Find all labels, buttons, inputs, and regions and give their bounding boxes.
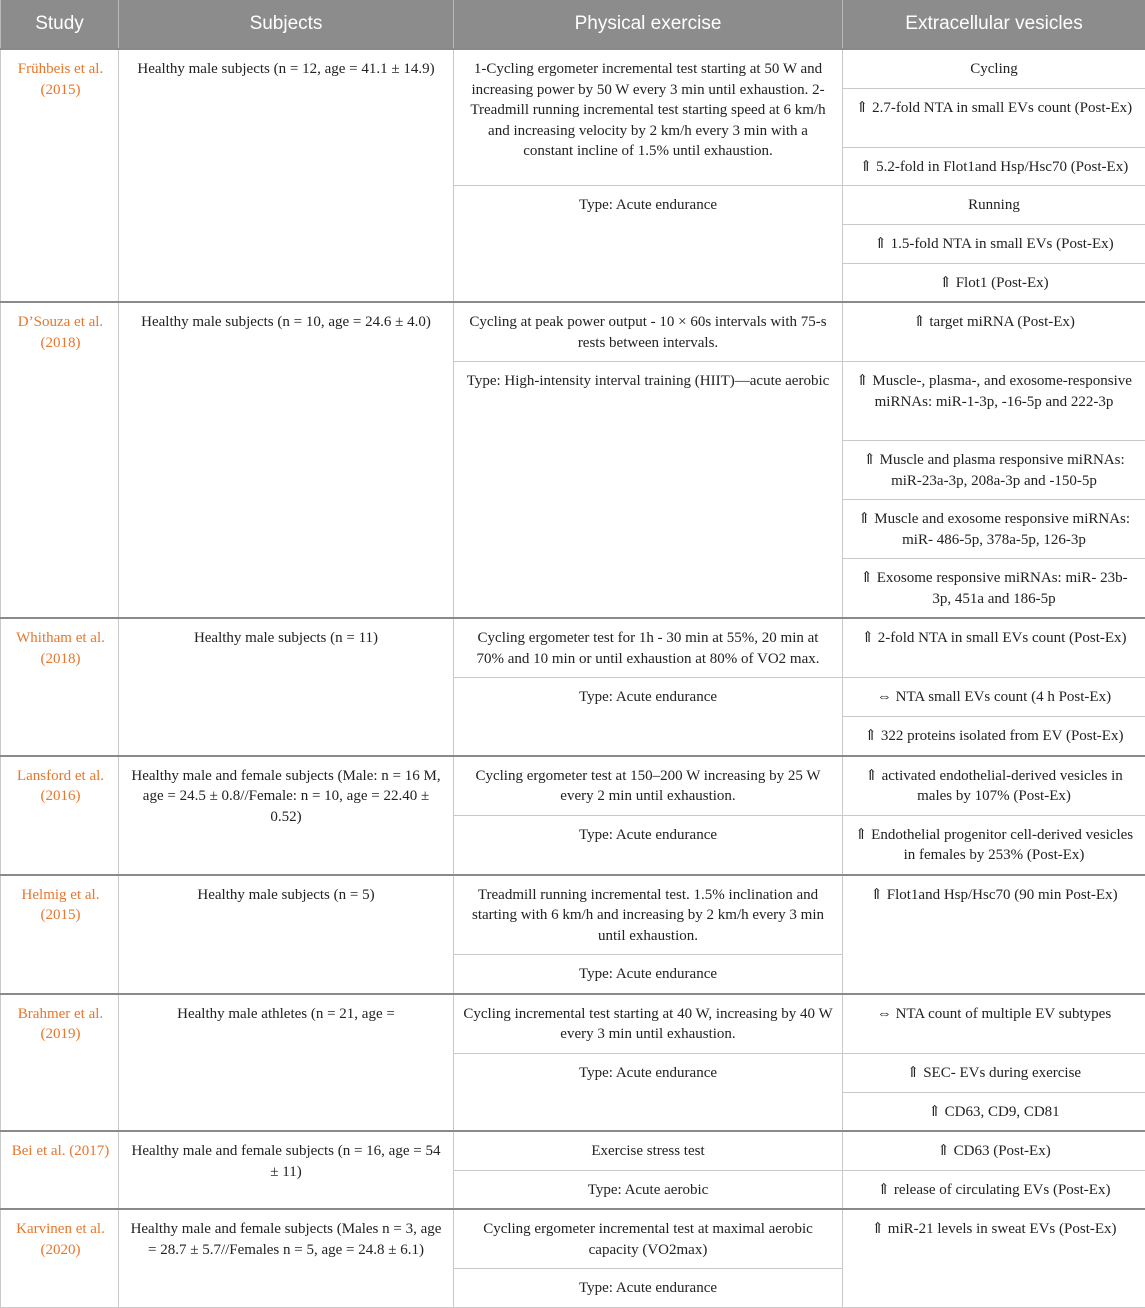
header-subjects: Subjects (119, 0, 454, 49)
ev-cell: ⇔ NTA count of multiple EV subtypes (843, 994, 1145, 1054)
header-exercise: Physical exercise (454, 0, 843, 49)
table-row (1, 994, 1145, 1054)
table-row (1, 1131, 1145, 1170)
exercise-cell: Exercise stress test (454, 1131, 843, 1170)
ev-cell: ⇑ Exosome responsive miRNAs: miR- 23b-3p, 451a and 186-5p (843, 559, 1145, 619)
exercise-type-cell: Type: Acute endurance (454, 678, 843, 756)
ev-cell: ⇑ 322 proteins isolated from EV (Post-Ex) (843, 717, 1145, 756)
ev-cell: ⇑ 2-fold NTA in small EVs count (Post-Ex) (843, 618, 1145, 678)
exercise-cell: Cycling incremental test starting at 40 W, increasing by 40 W every 3 min until exhaustion. (454, 994, 843, 1054)
ev-cell: ⇑ 1.5-fold NTA in small EVs (Post-Ex) (843, 225, 1145, 264)
exercise-type-cell: Type: High-intensity interval training (HIIT)—acute aerobic (454, 362, 843, 619)
table-row (1, 618, 1145, 678)
exercise-type-cell: Type: Acute endurance (454, 955, 843, 994)
table-row (1, 49, 1145, 88)
exercise-cell: Cycling at peak power output - 10 × 60s intervals with 75-s rests between intervals. (454, 302, 843, 362)
ev-cell: ⇑ release of circulating EVs (Post-Ex) (843, 1170, 1145, 1209)
header-row (1, 0, 1145, 49)
subjects-cell: Healthy male subjects (n = 11) (119, 618, 454, 756)
subjects-cell: Healthy male athletes (n = 21, age = (119, 994, 454, 1132)
study-cell[interactable]: Helmig et al. (2015) (1, 875, 119, 994)
exercise-type-cell: Type: Acute endurance (454, 186, 843, 303)
study-cell[interactable]: Brahmer et al. (2019) (1, 994, 119, 1132)
ev-cell: ⇑ Flot1 (Post-Ex) (843, 263, 1145, 302)
ev-cell: ⇑ activated endothelial-derived vesicles in males by 107% (Post-Ex) (843, 756, 1145, 816)
table-row (1, 756, 1145, 816)
study-cell[interactable]: Lansford et al. (2016) (1, 756, 119, 875)
table-header (1, 0, 1145, 49)
ev-cell: ⇑ Muscle and exosome responsive miRNAs: miR- 486-5p, 378a-5p, 126-3p (843, 500, 1145, 559)
subjects-cell: Healthy male subjects (n = 5) (119, 875, 454, 994)
subjects-cell: Healthy male subjects (n = 10, age = 24.6 ± 4.0) (119, 302, 454, 618)
ev-cell: ⇑ CD63, CD9, CD81 (843, 1092, 1145, 1131)
exercise-type-cell: Type: Acute aerobic (454, 1170, 843, 1209)
ev-cell: ⇑ target miRNA (Post-Ex) (843, 302, 1145, 362)
study-cell[interactable]: Bei et al. (2017) (1, 1131, 119, 1209)
header-extracellular-vesicles: Extracellular vesicles (843, 0, 1145, 49)
ev-cell: ⇑ miR-21 levels in sweat EVs (Post-Ex) (843, 1209, 1145, 1307)
header-study: Study (1, 0, 119, 49)
ev-cell: ⇑ SEC- EVs during exercise (843, 1053, 1145, 1092)
exercise-type-cell: Type: Acute endurance (454, 815, 843, 875)
exercise-cell: Cycling ergometer test for 1h - 30 min at 55%, 20 min at 70% and 10 min or until exhaustion at 80% of VO2 max. (454, 618, 843, 678)
table-row (1, 302, 1145, 362)
study-cell[interactable]: Whitham et al. (2018) (1, 618, 119, 756)
ev-cell: ⇑ CD63 (Post-Ex) (843, 1131, 1145, 1170)
study-cell[interactable]: D’Souza et al. (2018) (1, 302, 119, 618)
subjects-cell: Healthy male subjects (n = 12, age = 41.1 ± 14.9) (119, 49, 454, 302)
table-body (1, 49, 1145, 1307)
exercise-type-cell: Type: Acute endurance (454, 1053, 843, 1131)
exercise-cell: Cycling ergometer incremental test at maximal aerobic capacity (VO2max) (454, 1209, 843, 1269)
ev-cell: ⇔ NTA small EVs count (4 h Post-Ex) (843, 678, 1145, 717)
ev-cell: Cycling (843, 49, 1145, 88)
ev-cell: Running (843, 186, 1145, 225)
ev-cell: ⇑ Flot1and Hsp/Hsc70 (90 min Post-Ex) (843, 875, 1145, 994)
subjects-cell: Healthy male and female subjects (Male: n = 16 M, age = 24.5 ± 0.8//Female: n = 10, age = 22.40 ± 0.52) (119, 756, 454, 875)
ev-cell: ⇑ Muscle and plasma responsive miRNAs: miR-23a-3p, 208a-3p and -150-5p (843, 441, 1145, 500)
exercise-type-cell: Type: Acute endurance (454, 1269, 843, 1308)
table-row (1, 875, 1145, 955)
ev-cell: ⇑ Endothelial progenitor cell-derived vesicles in females by 253% (Post-Ex) (843, 815, 1145, 875)
study-cell[interactable]: Frühbeis et al. (2015) (1, 49, 119, 302)
ev-cell: ⇑ Muscle-, plasma-, and exosome-responsive miRNAs: miR-1-3p, -16-5p and 222-3p (843, 362, 1145, 441)
subjects-cell: Healthy male and female subjects (n = 16, age = 54 ± 11) (119, 1131, 454, 1209)
study-cell[interactable]: Karvinen et al. (2020) (1, 1209, 119, 1307)
ev-cell: ⇑ 5.2-fold in Flot1and Hsp/Hsc70 (Post-Ex) (843, 147, 1145, 186)
exercise-cell: Treadmill running incremental test. 1.5% inclination and starting with 6 km/h and increasing by 2 km/h every 3 min until exhaustion. (454, 875, 843, 955)
subjects-cell: Healthy male and female subjects (Males n = 3, age = 28.7 ± 5.7//Females n = 5, age = 24.8 ± 6.1) (119, 1209, 454, 1307)
exercise-cell: Cycling ergometer test at 150–200 W increasing by 25 W every 2 min until exhaustion. (454, 756, 843, 816)
ev-cell: ⇑ 2.7-fold NTA in small EVs count (Post-Ex) (843, 88, 1145, 147)
exercise-cell: 1-Cycling ergometer incremental test starting at 50 W and increasing power by 50 W every 3 min until exhaustion. 2- Treadmill running incremental test starting speed at 6 km/h and increasing velocity by 2 km/h every 3 min with a constant incline of 1.5% until exhaustion. (454, 49, 843, 186)
table-row (1, 1209, 1145, 1269)
